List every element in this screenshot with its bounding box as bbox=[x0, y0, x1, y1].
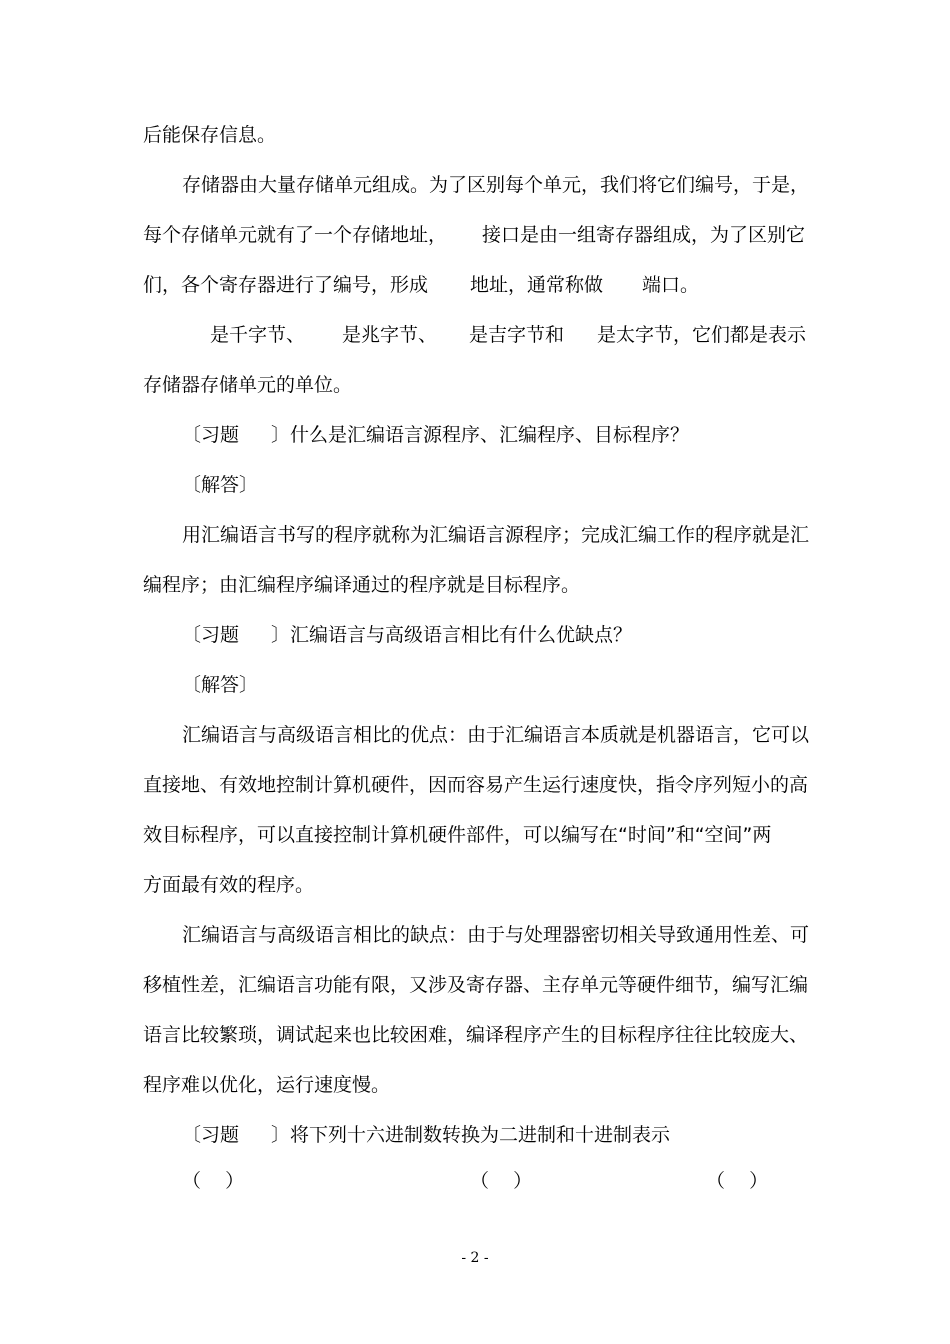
text-line bbox=[0, 820, 950, 850]
paragraph-text: 存储器存储单元的单位。 bbox=[143, 374, 353, 396]
text-line bbox=[0, 670, 950, 700]
paragraph-text: 效目标程序，可以直接控制计算机硬件部件，可以编写在“时间”和“空间”两 bbox=[143, 824, 772, 846]
text-line bbox=[0, 570, 950, 600]
paragraph-text: 编程序；由汇编程序编译通过的程序就是目标程序。 bbox=[143, 574, 581, 596]
paragraph-text: 是吉字节和 bbox=[469, 324, 565, 346]
text-line bbox=[0, 720, 950, 750]
paragraph-text: 是千字节、 bbox=[210, 324, 306, 346]
exercise-heading bbox=[0, 620, 950, 650]
paragraph-text: 后能保存信息。 bbox=[143, 124, 277, 146]
text-line bbox=[0, 320, 950, 350]
text-line bbox=[0, 470, 950, 500]
paragraph-text: 是太字节，它们都是表示 bbox=[597, 324, 807, 346]
text-line bbox=[0, 170, 950, 200]
paragraph-text: 移植性差，汇编语言功能有限，又涉及寄存器、主存单元等硬件细节，编写汇编 bbox=[143, 974, 809, 996]
page-number: - 2 - bbox=[461, 1250, 489, 1266]
answer-label: 〔解答〕 bbox=[182, 474, 259, 496]
exercise-question: 〕什么是汇编语言源程序、汇编程序、目标程序？ bbox=[271, 424, 690, 446]
paragraph-text: 汇编语言与高级语言相比的优点：由于汇编语言本质就是机器语言，它可以 bbox=[182, 724, 810, 746]
exercise-item: （ ） bbox=[470, 1170, 533, 1192]
paragraph-text: 方面最有效的程序。 bbox=[143, 874, 315, 896]
exercise-question: 〕汇编语言与高级语言相比有什么优缺点？ bbox=[271, 624, 633, 646]
text-line bbox=[0, 270, 950, 300]
text-line bbox=[0, 970, 950, 1000]
paragraph-text: 接口是由一组寄存器组成，为了区别它 bbox=[482, 224, 806, 246]
text-line bbox=[0, 1020, 950, 1050]
exercise-item: （ ） bbox=[182, 1170, 245, 1192]
text-line bbox=[0, 370, 950, 400]
exercise-label: 〔习题 bbox=[182, 624, 240, 646]
exercise-items bbox=[0, 1166, 950, 1196]
paragraph-text: 是兆字节、 bbox=[342, 324, 438, 346]
paragraph-text: 程序难以优化，运行速度慢。 bbox=[143, 1074, 391, 1096]
exercise-label: 〔习题 bbox=[182, 1124, 240, 1146]
text-line bbox=[0, 220, 950, 250]
paragraph-text: 每个存储单元就有了一个存储地址， bbox=[143, 224, 448, 246]
text-line bbox=[0, 520, 950, 550]
text-line bbox=[0, 870, 950, 900]
paragraph-text: 直接地、有效地控制计算机硬件，因而容易产生运行速度快，指令序列短小的高 bbox=[143, 774, 809, 796]
text-line bbox=[0, 120, 950, 150]
paragraph-text: 们，各个寄存器进行了编号，形成 bbox=[143, 274, 429, 296]
exercise-heading bbox=[0, 420, 950, 450]
paragraph-text: 语言比较繁琐，调试起来也比较困难，编译程序产生的目标程序往往比较庞大、 bbox=[143, 1024, 809, 1046]
exercise-item: （ ） bbox=[706, 1170, 769, 1192]
exercise-question: 〕将下列十六进制数转换为二进制和十进制表示 bbox=[271, 1124, 671, 1146]
text-line bbox=[0, 770, 950, 800]
paragraph-text: 端口。 bbox=[642, 274, 700, 296]
paragraph-text: 汇编语言与高级语言相比的缺点：由于与处理器密切相关导致通用性差、可 bbox=[182, 924, 810, 946]
paragraph-text: 用汇编语言书写的程序就称为汇编语言源程序；完成汇编工作的程序就是汇 bbox=[182, 524, 810, 546]
text-line bbox=[0, 920, 950, 950]
paragraph-text: 存储器由大量存储单元组成。为了区别每个单元，我们将它们编号，于是， bbox=[182, 174, 810, 196]
exercise-heading bbox=[0, 1120, 950, 1150]
exercise-label: 〔习题 bbox=[182, 424, 240, 446]
paragraph-text: 地址，通常称做 bbox=[470, 274, 604, 296]
answer-label: 〔解答〕 bbox=[182, 674, 259, 696]
text-line bbox=[0, 1070, 950, 1100]
